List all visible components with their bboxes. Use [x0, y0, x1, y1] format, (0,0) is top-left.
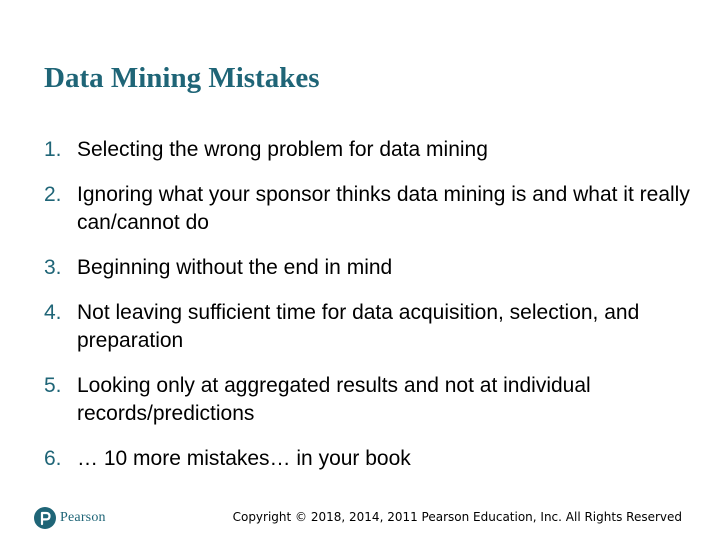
- pearson-logo: [34, 506, 106, 530]
- list-item: [44, 299, 694, 355]
- item-text: Selecting the wrong problem for data mining: [77, 138, 488, 161]
- item-number: 5.: [44, 374, 62, 397]
- item-text: Beginning without the end in mind: [77, 256, 393, 279]
- item-text: … 10 more mistakes… in your book: [77, 447, 411, 470]
- item-number: 2.: [44, 183, 62, 206]
- item-text: Looking only at aggregated results and not at individual records/predictions: [77, 374, 591, 425]
- logo-wordmark: Pearson: [60, 510, 106, 525]
- item-text: Ignoring what your sponsor thinks data mining is and what it really can/cannot do: [77, 183, 690, 234]
- list-item: [44, 372, 694, 428]
- item-number: 1.: [44, 138, 62, 161]
- list-item: [44, 136, 694, 164]
- item-number: 6.: [44, 447, 62, 470]
- item-number: 4.: [44, 301, 62, 324]
- pearson-p-logo-icon: [34, 507, 56, 529]
- item-number: 3.: [44, 256, 62, 279]
- slide-title: Data Mining Mistakes: [44, 62, 320, 94]
- item-text: Not leaving sufficient time for data acquisition, selection, and preparation: [77, 301, 640, 352]
- copyright-notice: Copyright © 2018, 2014, 2011 Pearson Education, Inc. All Rights Reserved: [232, 510, 682, 524]
- list-item: [44, 445, 694, 473]
- list-item: [44, 254, 694, 282]
- mistakes-list: [44, 136, 694, 490]
- list-item: [44, 181, 694, 237]
